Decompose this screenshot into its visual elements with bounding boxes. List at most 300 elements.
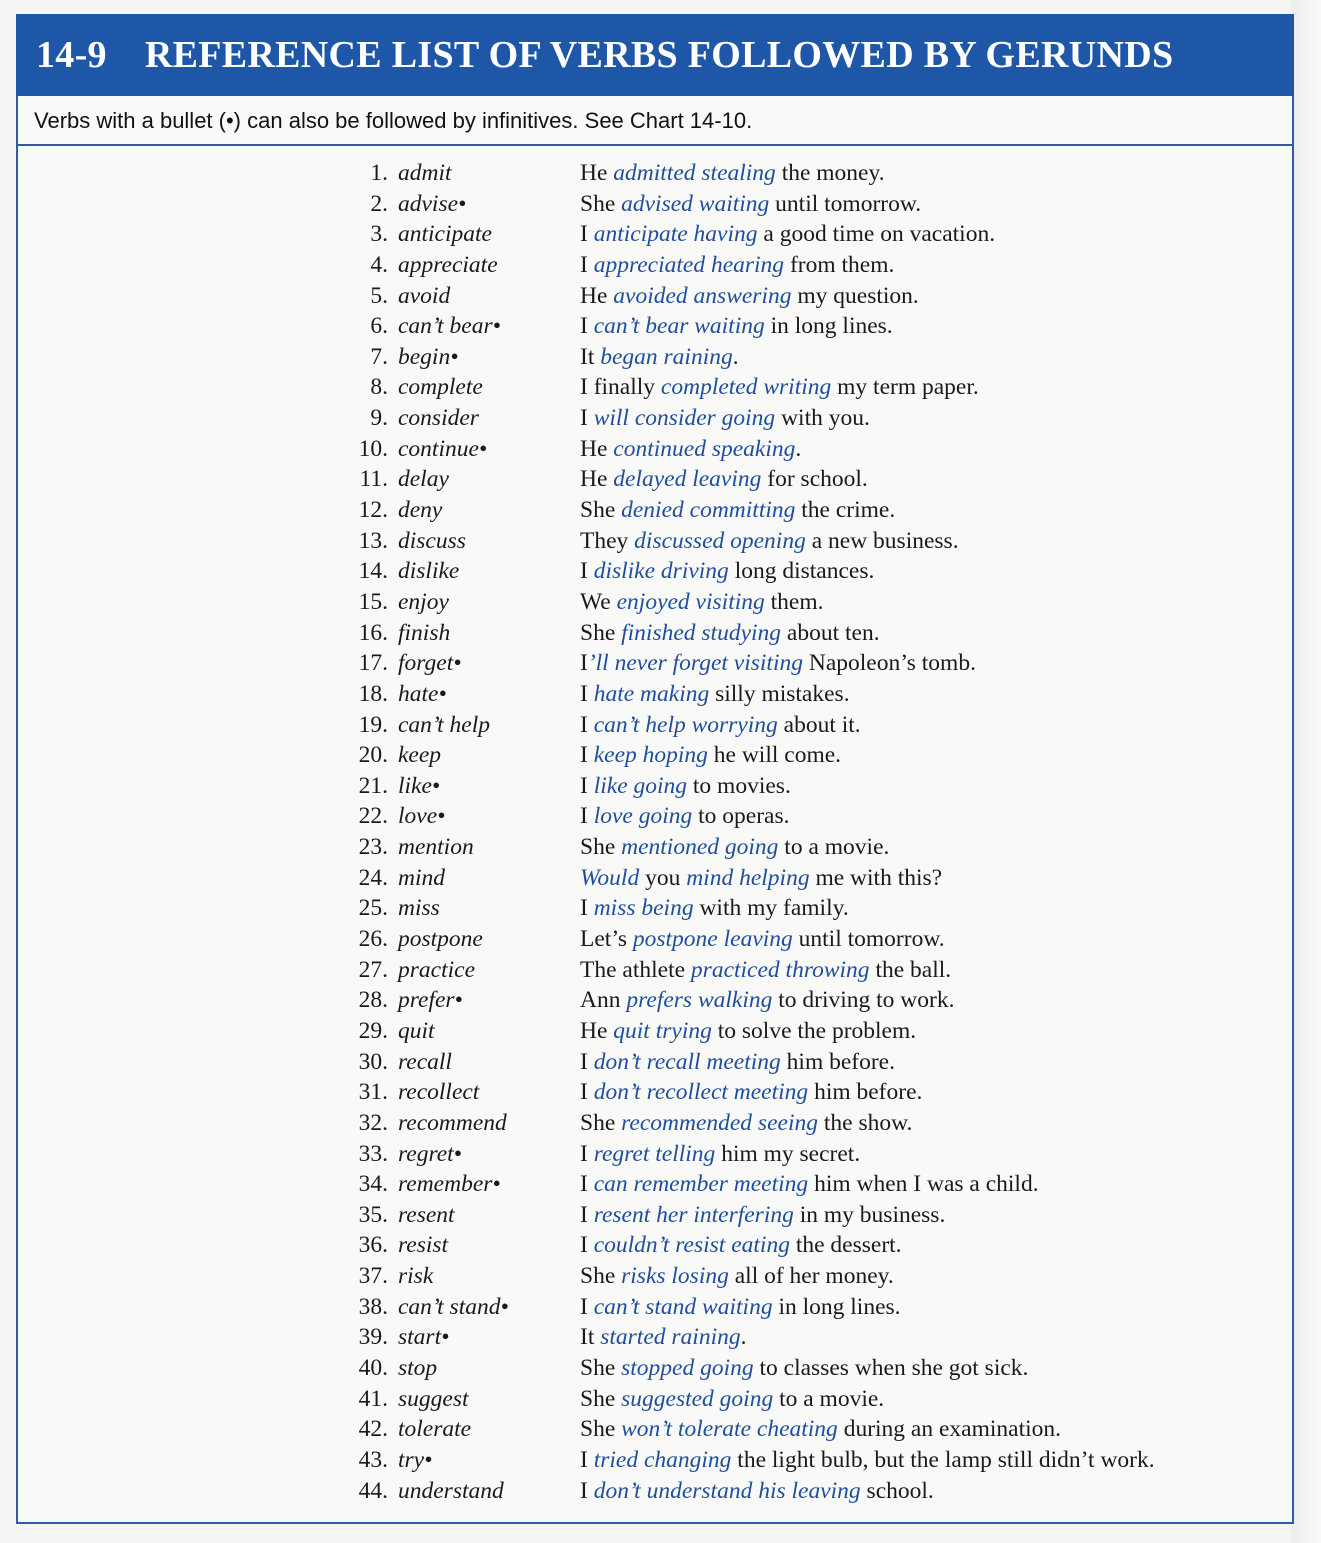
verb-row — [18, 771, 1292, 802]
verb-row — [18, 1016, 1292, 1047]
sentence-text: until tomorrow. — [792, 926, 945, 953]
row-number: 10. — [358, 435, 388, 462]
sentence-text: to solve the problem. — [711, 1017, 917, 1044]
page-edge — [1291, 0, 1321, 1543]
sentence-text: him my secret. — [715, 1140, 861, 1167]
gerund-phrase: postpone leaving — [632, 926, 793, 953]
verb-row — [18, 924, 1292, 955]
gerund-phrase: continued speaking — [613, 435, 796, 462]
sentence-text: to a movie. — [778, 834, 890, 861]
example-sentence — [580, 1353, 1028, 1383]
sentence-text: She — [580, 834, 622, 861]
verb: can’t bear• — [398, 313, 501, 340]
example-sentence — [580, 1077, 922, 1107]
verb: dislike — [398, 558, 460, 585]
sentence-text: She — [580, 1416, 622, 1443]
gerund-phrase: stopped going — [621, 1354, 754, 1381]
gerund-phrase: enjoyed visiting — [616, 588, 765, 615]
example-sentence — [580, 158, 885, 188]
verb-row — [18, 679, 1292, 710]
gerund-phrase: like going — [593, 772, 688, 799]
sentence-text: . — [732, 343, 739, 370]
sentence-text: to a movie. — [773, 1385, 885, 1412]
example-sentence — [580, 250, 894, 280]
sentence-text: It — [580, 1324, 601, 1351]
verb-row — [18, 955, 1292, 986]
verb-row — [18, 1353, 1292, 1384]
verb-row — [18, 1230, 1292, 1261]
reference-chart — [16, 14, 1294, 1524]
verb-row — [18, 648, 1292, 679]
verb: resist — [398, 1232, 449, 1259]
sentence-text: I — [580, 895, 594, 922]
row-number: 14. — [358, 558, 388, 585]
verb: try• — [398, 1446, 433, 1473]
verb: avoid — [398, 282, 451, 309]
gerund-phrase: recommended seeing — [621, 1109, 818, 1136]
verb: suggest — [398, 1385, 469, 1412]
sentence-text: about ten. — [781, 619, 880, 646]
gerund-phrase: don’t recall meeting — [593, 1048, 781, 1075]
gerund-phrase: delayed leaving — [613, 466, 762, 493]
verb: quit — [398, 1017, 435, 1044]
verb: miss — [398, 895, 440, 922]
gerund-phrase: tried changing — [593, 1446, 732, 1473]
sentence-text: to operas. — [692, 803, 790, 830]
example-sentence — [580, 1322, 746, 1352]
verb-row — [18, 587, 1292, 618]
example-sentence — [580, 189, 921, 219]
example-sentence — [580, 1476, 934, 1506]
example-sentence — [580, 985, 954, 1015]
gerund-phrase: can remember meeting — [593, 1171, 809, 1198]
sentence-text: a new business. — [805, 527, 959, 554]
row-number: 35. — [358, 1201, 388, 1228]
example-sentence — [580, 1414, 1061, 1444]
verb-row — [18, 1384, 1292, 1415]
verb: delay — [398, 466, 449, 493]
verb: deny — [398, 497, 443, 524]
sentence-text: the dessert. — [789, 1232, 902, 1259]
gerund-phrase: love going — [593, 803, 693, 830]
row-number: 1. — [370, 160, 388, 186]
verb: stop — [398, 1354, 438, 1381]
verb: tolerate — [398, 1416, 472, 1443]
row-number: 4. — [370, 251, 388, 278]
sentence-text: He — [580, 160, 614, 186]
row-number: 25. — [358, 895, 388, 922]
sentence-text: I — [580, 1232, 594, 1259]
verb-row — [18, 219, 1292, 250]
sentence-text: the money. — [775, 160, 885, 186]
example-sentence — [580, 1139, 860, 1169]
example-sentence — [580, 893, 849, 923]
verb-row — [18, 710, 1292, 741]
gerund-phrase: can’t bear waiting — [593, 313, 765, 340]
example-sentence — [580, 434, 801, 464]
sentence-text: for school. — [761, 466, 868, 493]
sentence-text: during an examination. — [837, 1416, 1062, 1443]
sentence-text: . — [795, 435, 802, 462]
verb: recollect — [398, 1079, 480, 1106]
gerund-phrase: don’t recollect meeting — [593, 1079, 809, 1106]
sentence-text: my question. — [791, 282, 919, 309]
row-number: 24. — [358, 864, 388, 891]
verb-row — [18, 342, 1292, 373]
gerund-phrase: keep hoping — [593, 742, 708, 769]
example-sentence — [580, 1108, 912, 1138]
gerund-phrase: started raining — [600, 1324, 741, 1351]
example-sentence — [580, 403, 870, 433]
verb-row — [18, 1169, 1292, 1200]
example-sentence — [580, 587, 824, 617]
verb-row — [18, 1445, 1292, 1476]
verb-row — [18, 1322, 1292, 1353]
sentence-text: They — [580, 527, 635, 554]
verb-row — [18, 1108, 1292, 1139]
sentence-text: She — [580, 1354, 622, 1381]
gerund-phrase: discussed opening — [634, 527, 806, 554]
sentence-text: the light bulb, but the lamp still didn’t work. — [731, 1446, 1155, 1473]
chart-note: Verbs with a bullet (•) can also be followed by infinitives. See Chart 14-10. — [18, 96, 1292, 146]
gerund-phrase: anticipate having — [593, 221, 758, 248]
verb-row — [18, 1077, 1292, 1108]
example-sentence — [580, 372, 979, 402]
sentence-text: in long lines. — [772, 1293, 901, 1320]
row-number: 39. — [358, 1324, 388, 1351]
verb: love• — [398, 803, 446, 830]
verb-row — [18, 893, 1292, 924]
row-number: 11. — [359, 466, 388, 493]
sentence-text: She — [580, 190, 622, 217]
verb: continue• — [398, 435, 488, 462]
verb-row — [18, 985, 1292, 1016]
row-number: 21. — [358, 772, 388, 799]
example-sentence — [580, 955, 951, 985]
row-number: 37. — [358, 1263, 388, 1290]
gerund-phrase: dislike driving — [593, 558, 729, 585]
example-sentence — [580, 1200, 945, 1230]
row-number: 27. — [358, 956, 388, 983]
verb-row — [18, 801, 1292, 832]
sentence-text: I — [580, 1140, 594, 1167]
verb: keep — [398, 742, 442, 769]
example-sentence — [580, 1261, 894, 1291]
verb-row — [18, 250, 1292, 281]
verb: understand — [398, 1477, 504, 1504]
sentence-text: He — [580, 435, 614, 462]
verb: mind — [398, 864, 445, 891]
verb: regret• — [398, 1140, 462, 1167]
verb-row — [18, 311, 1292, 342]
row-number: 30. — [358, 1048, 388, 1075]
example-sentence — [580, 710, 861, 740]
verb-row — [18, 556, 1292, 587]
gerund-phrase: quit trying — [613, 1017, 712, 1044]
sentence-text: I — [580, 251, 594, 278]
gerund-phrase: prefers walking — [626, 987, 773, 1014]
gerund-phrase: resent her interfering — [593, 1201, 794, 1228]
row-number: 15. — [358, 588, 388, 615]
sentence-text: I — [580, 711, 594, 738]
row-number: 5. — [370, 282, 388, 309]
example-sentence — [580, 1384, 884, 1414]
row-number: 42. — [358, 1416, 388, 1443]
example-sentence — [580, 1292, 901, 1322]
sentence-text: I — [580, 1477, 594, 1504]
gerund-phrase: regret telling — [593, 1140, 716, 1167]
verb: admit — [398, 160, 452, 186]
sentence-text: He — [580, 282, 614, 309]
row-number: 38. — [358, 1293, 388, 1320]
row-number: 32. — [358, 1109, 388, 1136]
sentence-text: Ann — [580, 987, 627, 1014]
verb-row — [18, 189, 1292, 220]
gerund-phrase: ’ll never forget visiting — [587, 650, 803, 677]
row-number: 23. — [358, 834, 388, 861]
chart-title: REFERENCE LIST OF VERBS FOLLOWED BY GERUNDS — [144, 34, 1174, 76]
sentence-text: school. — [860, 1477, 934, 1504]
verb-row — [18, 1476, 1292, 1507]
gerund-phrase: couldn’t resist eating — [593, 1232, 790, 1259]
verb-row — [18, 740, 1292, 771]
verb-row — [18, 464, 1292, 495]
verb: resent — [398, 1201, 455, 1228]
example-sentence — [580, 924, 945, 954]
sentence-text: the show. — [817, 1109, 913, 1136]
sentence-text: Let’s — [580, 926, 633, 953]
row-number: 8. — [370, 374, 388, 401]
sentence-text: them. — [764, 588, 824, 615]
row-number: 12. — [358, 497, 388, 524]
verb-row — [18, 526, 1292, 557]
example-sentence — [580, 648, 976, 678]
verb: forget• — [398, 650, 462, 677]
sentence-text: I — [580, 1201, 594, 1228]
example-sentence — [580, 801, 790, 831]
example-sentence — [580, 832, 889, 862]
sentence-text: until tomorrow. — [769, 190, 922, 217]
example-sentence — [580, 556, 874, 586]
sentence-text: I — [580, 558, 594, 585]
sentence-text: She — [580, 1109, 622, 1136]
example-sentence — [580, 526, 959, 556]
verb-list — [18, 158, 1292, 1506]
example-sentence — [580, 1169, 1039, 1199]
row-number: 17. — [358, 650, 388, 677]
sentence-text: We — [580, 588, 617, 615]
sentence-text: He — [580, 1017, 614, 1044]
gerund-phrase: suggested going — [621, 1385, 774, 1412]
sentence-text: He — [580, 466, 614, 493]
row-number: 22. — [358, 803, 388, 830]
row-number: 43. — [358, 1446, 388, 1473]
row-number: 13. — [358, 527, 388, 554]
verb-row — [18, 1139, 1292, 1170]
sentence-text: She — [580, 1263, 622, 1290]
verb: start• — [398, 1324, 450, 1351]
sentence-text: you — [639, 864, 687, 891]
row-number: 41. — [358, 1385, 388, 1412]
verb: prefer• — [398, 987, 463, 1014]
gerund-phrase: can’t stand waiting — [593, 1293, 773, 1320]
sentence-text: I — [580, 803, 594, 830]
sentence-text: him before. — [780, 1048, 895, 1075]
verb-row — [18, 618, 1292, 649]
example-sentence — [580, 495, 895, 525]
gerund-phrase: won’t tolerate cheating — [621, 1416, 838, 1443]
example-sentence — [580, 311, 893, 341]
verb: complete — [398, 374, 483, 401]
verb-row — [18, 495, 1292, 526]
verb-row — [18, 403, 1292, 434]
sentence-text: She — [580, 619, 622, 646]
gerund-phrase: practiced throwing — [690, 956, 870, 983]
sentence-text: in long lines. — [764, 313, 893, 340]
verb: risk — [398, 1263, 434, 1290]
chart-number: 14-9 — [36, 34, 107, 76]
verb: mention — [398, 834, 474, 861]
verb: recommend — [398, 1109, 507, 1136]
verb: appreciate — [398, 251, 498, 278]
sentence-text: I — [580, 405, 594, 432]
sentence-text: from them. — [784, 251, 895, 278]
row-number: 36. — [358, 1232, 388, 1259]
sentence-text: I — [580, 313, 594, 340]
sentence-text: Napoleon’s tomb. — [802, 650, 976, 677]
sentence-text: She — [580, 1385, 622, 1412]
sentence-text: he will come. — [707, 742, 842, 769]
gerund-phrase: mind helping — [686, 864, 810, 891]
row-number: 31. — [358, 1079, 388, 1106]
row-number: 6. — [370, 313, 388, 340]
sentence-text: the ball. — [869, 956, 952, 983]
verb: like• — [398, 772, 441, 799]
sentence-text: I finally — [580, 374, 661, 401]
verb-row — [18, 434, 1292, 465]
example-sentence — [580, 1445, 1155, 1475]
verb: postpone — [398, 926, 483, 953]
verb-row — [18, 158, 1292, 189]
gerund-phrase: denied committing — [621, 497, 796, 524]
sentence-text: about it. — [777, 711, 861, 738]
verb-row — [18, 1292, 1292, 1323]
sentence-text: all of her money. — [728, 1263, 894, 1290]
example-sentence — [580, 342, 739, 372]
example-sentence — [580, 1230, 902, 1260]
gerund-phrase: appreciated hearing — [593, 251, 785, 278]
verb-row — [18, 281, 1292, 312]
verb-row — [18, 1414, 1292, 1445]
verb-row — [18, 832, 1292, 863]
sentence-text: him before. — [808, 1079, 923, 1106]
row-number: 7. — [370, 343, 388, 370]
sentence-text: me with this? — [809, 864, 943, 891]
verb: advise• — [398, 190, 467, 217]
sentence-text: the crime. — [795, 497, 896, 524]
row-number: 29. — [358, 1017, 388, 1044]
example-sentence — [580, 219, 995, 249]
gerund-phrase: mentioned going — [621, 834, 779, 861]
row-number: 34. — [358, 1171, 388, 1198]
verb-row — [18, 1261, 1292, 1292]
example-sentence — [580, 1016, 916, 1046]
sentence-text: him when I was a child. — [808, 1171, 1039, 1198]
example-sentence — [580, 863, 942, 893]
sentence-text: I — [580, 1293, 594, 1320]
gerund-phrase: began raining — [600, 343, 733, 370]
sentence-text: to movies. — [687, 772, 791, 799]
gerund-phrase: advised waiting — [621, 190, 770, 217]
sentence-text: long distances. — [728, 558, 875, 585]
example-sentence — [580, 281, 919, 311]
row-number: 2. — [370, 190, 388, 217]
sentence-text: I — [580, 1446, 594, 1473]
sentence-text: I — [580, 772, 594, 799]
sentence-text: The athlete — [580, 956, 691, 983]
verb: finish — [398, 619, 451, 646]
row-number: 33. — [358, 1140, 388, 1167]
sentence-text: a good time on vacation. — [757, 221, 996, 248]
sentence-text: I — [580, 650, 588, 677]
verb: can’t help — [398, 711, 491, 738]
sentence-text: to driving to work. — [772, 987, 955, 1014]
sentence-text: I — [580, 1171, 594, 1198]
gerund-phrase: admitted stealing — [613, 160, 776, 186]
verb: discuss — [398, 527, 466, 554]
gerund-phrase: avoided answering — [613, 282, 792, 309]
verb: practice — [398, 956, 475, 983]
sentence-text: I — [580, 742, 594, 769]
row-number: 19. — [358, 711, 388, 738]
verb-row — [18, 372, 1292, 403]
example-sentence — [580, 771, 791, 801]
sentence-text: with you. — [775, 405, 870, 432]
sentence-text: She — [580, 497, 622, 524]
row-number: 3. — [370, 221, 388, 248]
gerund-phrase: risks losing — [621, 1263, 729, 1290]
sentence-text: in my business. — [793, 1201, 946, 1228]
row-number: 44. — [358, 1477, 388, 1504]
sentence-text: I — [580, 680, 594, 707]
sentence-text: to classes when she got sick. — [753, 1354, 1029, 1381]
verb: anticipate — [398, 221, 492, 248]
sentence-text: I — [580, 221, 594, 248]
gerund-phrase: hate making — [593, 680, 710, 707]
example-sentence — [580, 1047, 895, 1077]
sentence-text: my term paper. — [831, 374, 979, 401]
example-sentence — [580, 740, 841, 770]
example-sentence — [580, 679, 850, 709]
verb: can’t stand• — [398, 1293, 509, 1320]
verb: remember• — [398, 1171, 501, 1198]
verb-row — [18, 1200, 1292, 1231]
gerund-phrase: miss being — [593, 895, 694, 922]
gerund-phrase: don’t understand his leaving — [593, 1477, 861, 1504]
row-number: 26. — [358, 926, 388, 953]
row-number: 18. — [358, 680, 388, 707]
example-sentence — [580, 464, 868, 494]
verb: hate• — [398, 680, 447, 707]
verb: begin• — [398, 343, 459, 370]
gerund-phrase: completed writing — [660, 374, 832, 401]
verb-row — [18, 1047, 1292, 1078]
chart-title-bar — [16, 14, 1294, 96]
gerund-phrase: finished studying — [621, 619, 782, 646]
sentence-text: with my family. — [693, 895, 849, 922]
row-number: 28. — [358, 987, 388, 1014]
verb: consider — [398, 405, 479, 432]
